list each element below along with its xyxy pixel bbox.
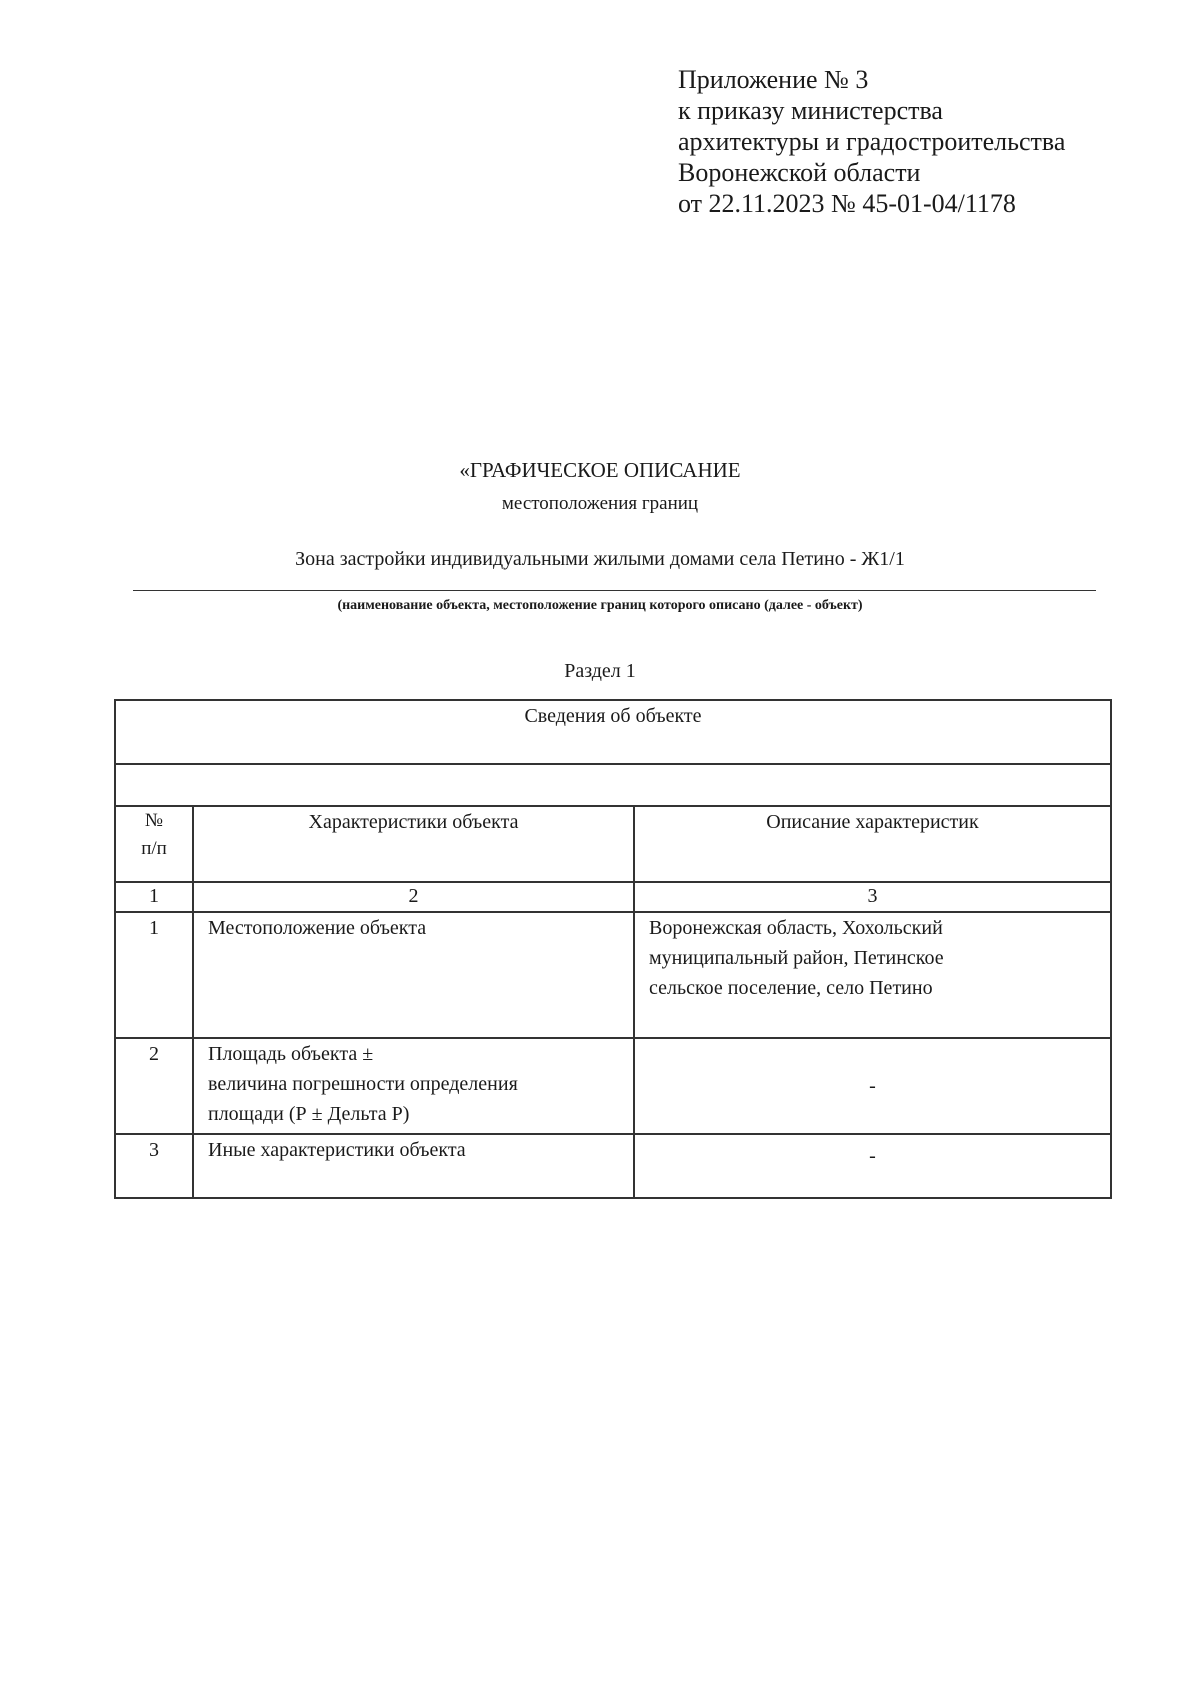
row-number: 3 [115,1134,193,1198]
row-number: 1 [115,912,193,1038]
row-description: - [634,1134,1111,1198]
appendix-line: от 22.11.2023 № 45-01-04/1178 [678,189,1016,218]
object-name: Зона застройки индивидуальными жилыми домами села Петино - Ж1/1 [295,548,905,570]
table-empty-row [115,764,1111,806]
section-label: Раздел 1 [564,660,636,682]
column-index: 2 [193,882,634,912]
document-title: «ГРАФИЧЕСКОЕ ОПИСАНИЕ [459,458,741,482]
column-header-num [115,806,193,882]
column-header-characteristic: Характеристики объекта [193,806,634,882]
characteristic-line: Иные характеристики объекта [208,1139,466,1161]
characteristic-line: Площадь объекта ± [208,1043,374,1065]
appendix-line: Воронежской области [678,158,921,187]
table-row [115,912,1111,1038]
document-subtitle: местоположения границ [501,493,699,514]
object-info-table [114,699,1112,1199]
description-line: сельское поселение, село Петино [649,977,933,999]
characteristic-line: величина погрешности определения [208,1073,518,1095]
table-title: Сведения об объекте [115,700,1111,764]
column-header-num-line: № [144,810,164,831]
row-description [634,912,1111,1038]
table-row [115,1038,1111,1134]
column-index: 3 [634,882,1111,912]
row-characteristic [193,1038,634,1134]
row-number: 2 [115,1038,193,1134]
object-name-underline [133,590,1096,591]
table-row [115,1134,1111,1198]
empty-cell [115,764,1111,806]
appendix-line: архитектуры и градостроительства [678,127,1066,156]
description-line: муниципальный район, Петинское [649,947,944,969]
table-title-row [115,700,1111,764]
column-header-num-line: п/п [141,838,167,859]
appendix-line: Приложение № 3 [678,65,869,94]
row-characteristic [193,912,634,1038]
object-caption: (наименование объекта, местоположение границ которого описано (далее - объект) [337,598,863,613]
characteristic-line: Местоположение объекта [208,917,427,939]
column-index: 1 [115,882,193,912]
description-line: Воронежская область, Хохольский [649,917,943,939]
row-description: - [634,1038,1111,1134]
column-header-description: Описание характеристик [634,806,1111,882]
table-header-row [115,806,1111,882]
appendix-header [678,64,1158,219]
appendix-line: к приказу министерства [678,96,943,125]
table-index-row [115,882,1111,912]
row-characteristic [193,1134,634,1198]
characteristic-line: площади (Р ± Дельта Р) [208,1103,410,1125]
